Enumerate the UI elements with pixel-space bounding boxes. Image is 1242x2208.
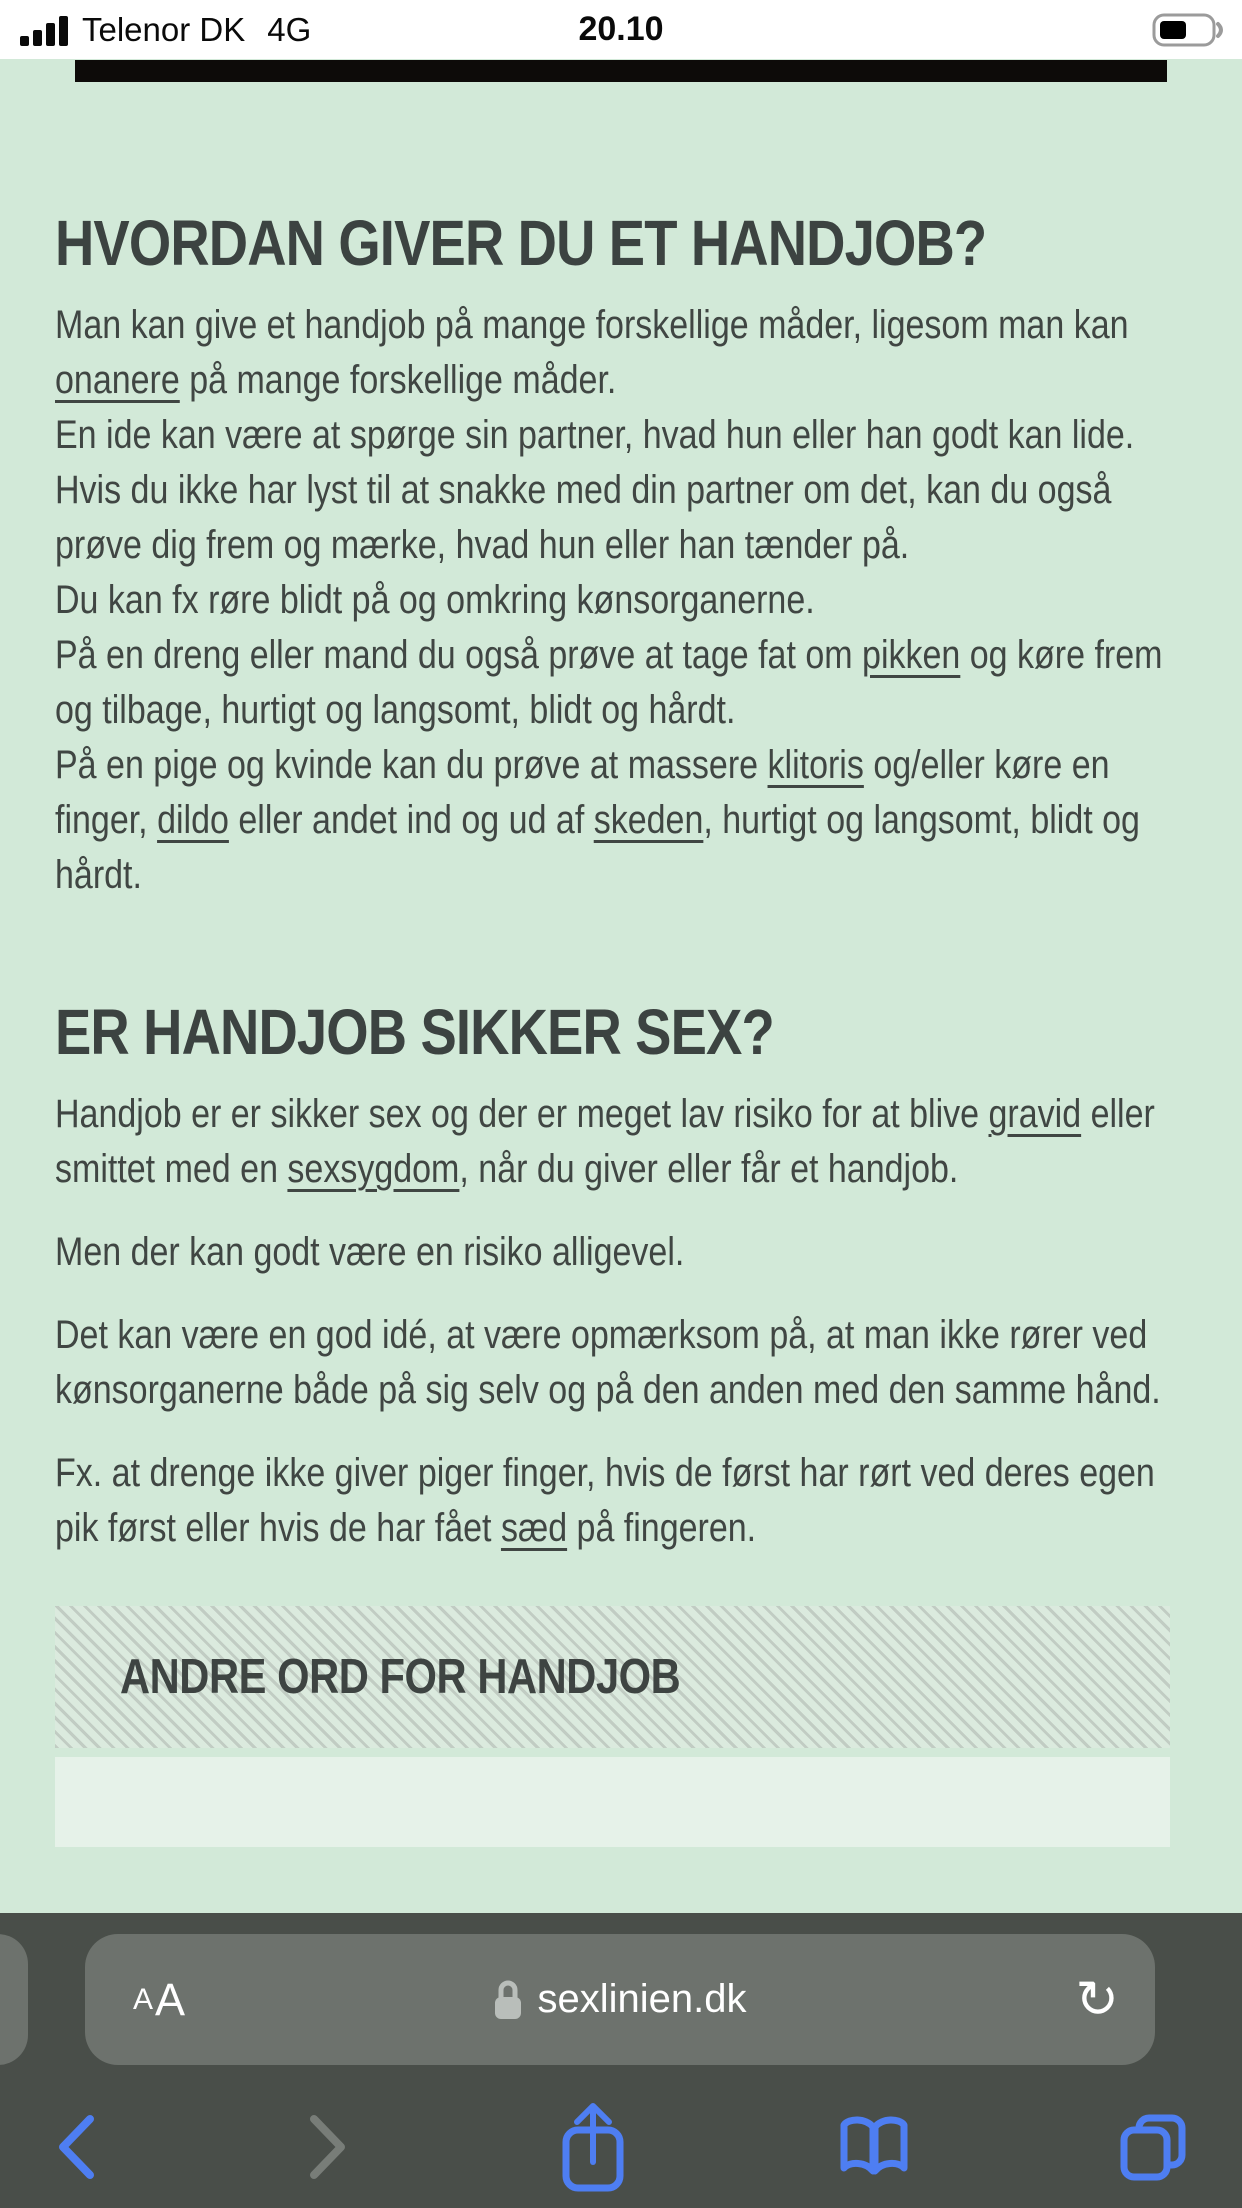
paragraph bbox=[55, 628, 1170, 738]
navigation-toolbar bbox=[0, 2085, 1242, 2208]
link-sexsygdom[interactable]: sexsygdom bbox=[287, 1147, 460, 1191]
paragraph bbox=[55, 463, 1170, 573]
related-words-accordion[interactable] bbox=[55, 1606, 1170, 1748]
link-gravid[interactable]: gravid bbox=[988, 1092, 1082, 1136]
carrier-label: Telenor DK bbox=[82, 10, 246, 48]
status-bar bbox=[0, 0, 1242, 59]
reader-small-a: A bbox=[133, 1982, 154, 2016]
paragraph bbox=[55, 573, 1170, 628]
lock-icon bbox=[493, 1979, 523, 2021]
link-onanere[interactable]: onanere bbox=[55, 358, 180, 402]
link-skeden[interactable]: skeden bbox=[593, 798, 704, 842]
address-bar[interactable] bbox=[85, 1934, 1155, 2065]
paragraph bbox=[55, 298, 1170, 408]
safari-bottom-bar bbox=[0, 1913, 1242, 2208]
text-segment: Men der kan godt være en risiko alligevel. bbox=[55, 1230, 685, 1274]
link-dildo[interactable]: dildo bbox=[157, 798, 229, 842]
article-content bbox=[0, 82, 1242, 1847]
scrolled-image-edge bbox=[75, 60, 1167, 82]
text-segment: eller andet ind og ud af bbox=[228, 798, 594, 842]
text-segment: Man kan give et handjob på mange forskellige måder, ligesom man kan bbox=[55, 303, 1129, 347]
text-segment: og køre frem og tilbage, hurtigt og langsomt, blidt og hårdt. bbox=[55, 633, 1163, 732]
accordion-label: ANDRE ORD FOR HANDJOB bbox=[120, 1650, 681, 1704]
url-display bbox=[85, 1934, 1155, 2065]
webpage bbox=[0, 60, 1242, 1847]
text-segment: , når du giver eller får et handjob. bbox=[459, 1147, 959, 1191]
reload-button[interactable]: ↻ bbox=[1075, 1969, 1119, 2030]
clock: 20.10 bbox=[578, 10, 664, 48]
text-segment: og/eller køre en finger, bbox=[55, 743, 1110, 842]
paragraph bbox=[55, 1308, 1170, 1418]
text-segment: På en pige og kvinde kan du prøve at massere bbox=[55, 743, 768, 787]
reader-large-a: A bbox=[155, 1973, 186, 2025]
previous-tab-peek[interactable] bbox=[0, 1934, 28, 2065]
link-saed[interactable]: sæd bbox=[500, 1506, 568, 1550]
back-button[interactable] bbox=[54, 2113, 98, 2181]
network-type-label: 4G bbox=[267, 10, 312, 48]
chevron-left-icon bbox=[54, 2113, 98, 2181]
paragraph bbox=[55, 408, 1170, 463]
tabs-button[interactable] bbox=[1118, 2112, 1188, 2182]
text-segment: eller smittet med en bbox=[55, 1092, 1155, 1191]
accordion-panel bbox=[55, 1757, 1170, 1847]
text-segment: , hurtigt og langsomt, blidt og hårdt. bbox=[55, 798, 1140, 897]
paragraph bbox=[55, 1087, 1170, 1197]
tabs-icon bbox=[1118, 2112, 1188, 2182]
url-text: sexlinien.dk bbox=[537, 1977, 747, 2021]
forward-button[interactable] bbox=[306, 2113, 350, 2181]
paragraph bbox=[55, 1225, 1170, 1280]
text-segment: Du kan fx røre blidt på og omkring kønsorganerne. bbox=[55, 578, 815, 622]
link-pikken[interactable]: pikken bbox=[862, 633, 961, 677]
share-icon bbox=[557, 2100, 629, 2194]
status-left-group bbox=[20, 0, 311, 59]
bookmarks-button[interactable] bbox=[837, 2114, 911, 2180]
open-book-icon bbox=[837, 2114, 911, 2180]
text-segment: En ide kan være at spørge sin partner, hvad hun eller han godt kan lide. bbox=[55, 413, 1135, 457]
text-segment: På en dreng eller mand du også prøve at tage fat om bbox=[55, 633, 863, 677]
chevron-right-icon bbox=[306, 2113, 350, 2181]
text-segment: Handjob er er sikker sex og der er meget lav risiko for at blive bbox=[55, 1092, 989, 1136]
section-heading: HVORDAN GIVER DU ET HANDJOB? bbox=[55, 207, 987, 279]
paragraph bbox=[55, 738, 1170, 903]
signal-strength-icon bbox=[20, 14, 68, 46]
text-segment: Hvis du ikke har lyst til at snakke med din partner om det, kan du også prøve dig frem og mærke, hvad hun eller han tænder på. bbox=[55, 468, 1112, 567]
paragraph bbox=[55, 1446, 1170, 1556]
section-heading: ER HANDJOB SIKKER SEX? bbox=[55, 996, 774, 1068]
link-klitoris[interactable]: klitoris bbox=[767, 743, 864, 787]
share-button[interactable] bbox=[557, 2100, 629, 2194]
text-segment: på mange forskellige måder. bbox=[179, 358, 617, 402]
battery-icon bbox=[1152, 12, 1226, 53]
text-segment: Fx. at drenge ikke giver piger finger, hvis de først har rørt ved deres egen pik først eller hvis de har fået bbox=[55, 1451, 1155, 1550]
text-segment: på fingeren. bbox=[567, 1506, 757, 1550]
text-segment: Det kan være en god idé, at være opmærksom på, at man ikke rører ved kønsorganerne både på sig selv og på den anden med den samme hånd. bbox=[55, 1313, 1161, 1412]
